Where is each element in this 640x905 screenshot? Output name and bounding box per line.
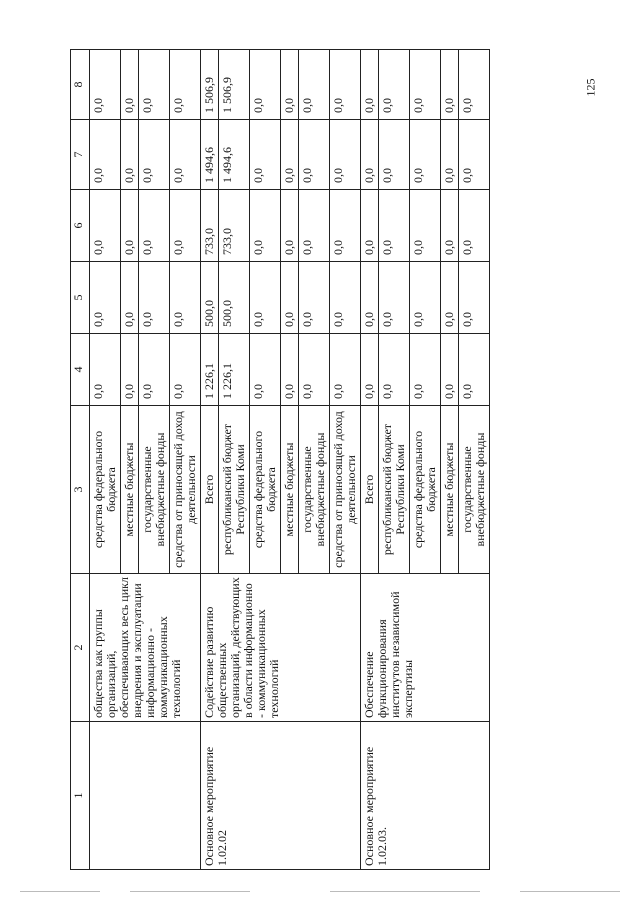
amount-cell: 0,0 (441, 262, 459, 334)
funding-source-cell: Всего (361, 406, 379, 574)
amount-cell: 0,0 (250, 190, 281, 262)
amount-cell: 733,0 (219, 190, 250, 262)
amount-cell: 0,0 (121, 334, 139, 406)
amount-cell: 0,0 (379, 50, 410, 120)
amount-cell: 0,0 (250, 334, 281, 406)
amount-cell: 0,0 (281, 334, 299, 406)
amount-cell: 0,0 (459, 50, 490, 120)
funding-source-cell: местные бюджеты (441, 406, 459, 574)
scan-rule (20, 891, 100, 892)
amount-cell: 0,0 (410, 50, 441, 120)
activity-code-cell (90, 722, 201, 870)
amount-cell: 0,0 (330, 120, 361, 190)
header-row (71, 50, 90, 870)
amount-cell: 0,0 (361, 190, 379, 262)
amount-cell: 0,0 (139, 120, 170, 190)
amount-cell: 0,0 (459, 334, 490, 406)
funding-source-cell: средства от приносящей доход деятельности (170, 406, 201, 574)
activity-code-cell: Основное мероприятие 1.02.03. (361, 722, 490, 870)
amount-cell: 0,0 (139, 262, 170, 334)
amount-cell: 0,0 (379, 334, 410, 406)
amount-cell: 0,0 (139, 190, 170, 262)
scan-rule (520, 891, 620, 892)
activity-name-cell: общества как группы организаций, обеспечивающих весь цикл внедрения и эксплуатации информационно - коммуникационных технологий (90, 574, 201, 722)
amount-cell: 0,0 (441, 190, 459, 262)
table-body (71, 50, 490, 870)
funding-source-cell: средства от приносящей доход деятельности (330, 406, 361, 574)
amount-cell: 0,0 (441, 50, 459, 120)
header-col-1: 1 (71, 722, 90, 870)
rotated-page-content (70, 50, 550, 870)
amount-cell: 0,0 (299, 190, 330, 262)
table-row (201, 50, 219, 870)
funding-source-cell: республиканский бюджет Республики Коми (219, 406, 250, 574)
header-col-5: 5 (71, 262, 90, 334)
amount-cell: 0,0 (90, 50, 121, 120)
amount-cell: 0,0 (170, 262, 201, 334)
header-col-8: 8 (71, 50, 90, 120)
funding-source-cell: местные бюджеты (121, 406, 139, 574)
amount-cell: 0,0 (281, 262, 299, 334)
funding-source-cell: государственные внебюджетные фонды (299, 406, 330, 574)
amount-cell: 0,0 (90, 334, 121, 406)
amount-cell: 0,0 (361, 334, 379, 406)
amount-cell: 0,0 (330, 334, 361, 406)
amount-cell: 0,0 (250, 120, 281, 190)
funding-source-cell: государственные внебюджетные фонды (139, 406, 170, 574)
amount-cell: 0,0 (410, 262, 441, 334)
amount-cell: 0,0 (459, 120, 490, 190)
amount-cell: 0,0 (170, 120, 201, 190)
funding-source-cell: средства федерального бюджета (90, 406, 121, 574)
amount-cell: 0,0 (90, 120, 121, 190)
amount-cell: 1 494,6 (201, 120, 219, 190)
amount-cell: 0,0 (121, 262, 139, 334)
amount-cell: 0,0 (121, 50, 139, 120)
amount-cell: 1 226,1 (201, 334, 219, 406)
amount-cell: 500,0 (201, 262, 219, 334)
amount-cell: 500,0 (219, 262, 250, 334)
amount-cell: 0,0 (170, 50, 201, 120)
funding-source-cell: местные бюджеты (281, 406, 299, 574)
funding-source-cell: средства федерального бюджета (410, 406, 441, 574)
amount-cell: 0,0 (299, 334, 330, 406)
header-col-4: 4 (71, 334, 90, 406)
amount-cell: 0,0 (441, 334, 459, 406)
header-col-3: 3 (71, 406, 90, 574)
funding-source-cell: Всего (201, 406, 219, 574)
amount-cell: 0,0 (379, 120, 410, 190)
funding-source-cell: средства федерального бюджета (250, 406, 281, 574)
amount-cell: 0,0 (379, 262, 410, 334)
amount-cell: 0,0 (299, 50, 330, 120)
amount-cell: 0,0 (90, 262, 121, 334)
amount-cell: 733,0 (201, 190, 219, 262)
amount-cell: 0,0 (361, 262, 379, 334)
amount-cell: 0,0 (379, 190, 410, 262)
header-col-7: 7 (71, 120, 90, 190)
amount-cell: 0,0 (330, 262, 361, 334)
amount-cell: 0,0 (361, 50, 379, 120)
amount-cell: 0,0 (410, 120, 441, 190)
budget-table (70, 49, 490, 870)
amount-cell: 0,0 (170, 334, 201, 406)
amount-cell: 0,0 (139, 50, 170, 120)
amount-cell: 0,0 (299, 120, 330, 190)
header-col-6: 6 (71, 190, 90, 262)
amount-cell: 1 506,9 (219, 50, 250, 120)
amount-cell: 0,0 (459, 190, 490, 262)
amount-cell: 0,0 (299, 262, 330, 334)
activity-name-cell: Содействие развитию общественных организаций, действующих в области информационно - коммуникационных технологий (201, 574, 361, 722)
scan-rule (130, 891, 250, 892)
table-row (361, 50, 379, 870)
amount-cell: 0,0 (361, 120, 379, 190)
amount-cell: 0,0 (281, 190, 299, 262)
page-number: 125 (583, 78, 598, 97)
amount-cell: 0,0 (410, 190, 441, 262)
amount-cell: 0,0 (410, 334, 441, 406)
amount-cell: 0,0 (90, 190, 121, 262)
amount-cell: 0,0 (170, 190, 201, 262)
amount-cell: 0,0 (281, 50, 299, 120)
amount-cell: 0,0 (281, 120, 299, 190)
amount-cell: 1 506,9 (201, 50, 219, 120)
amount-cell: 1 226,1 (219, 334, 250, 406)
amount-cell: 0,0 (330, 50, 361, 120)
amount-cell: 0,0 (459, 262, 490, 334)
amount-cell: 0,0 (121, 120, 139, 190)
amount-cell: 0,0 (139, 334, 170, 406)
amount-cell: 0,0 (250, 50, 281, 120)
funding-source-cell: республиканский бюджет Республики Коми (379, 406, 410, 574)
activity-name-cell: Обеспечение функционирования институтов независимой экспертизы (361, 574, 490, 722)
activity-code-cell: Основное мероприятие 1.02.02 (201, 722, 361, 870)
amount-cell: 0,0 (121, 190, 139, 262)
amount-cell: 0,0 (330, 190, 361, 262)
scan-rule (330, 891, 480, 892)
header-col-2: 2 (71, 574, 90, 722)
amount-cell: 1 494,6 (219, 120, 250, 190)
amount-cell: 0,0 (441, 120, 459, 190)
amount-cell: 0,0 (250, 262, 281, 334)
table-row (90, 50, 121, 870)
funding-source-cell: государственные внебюджетные фонды (459, 406, 490, 574)
